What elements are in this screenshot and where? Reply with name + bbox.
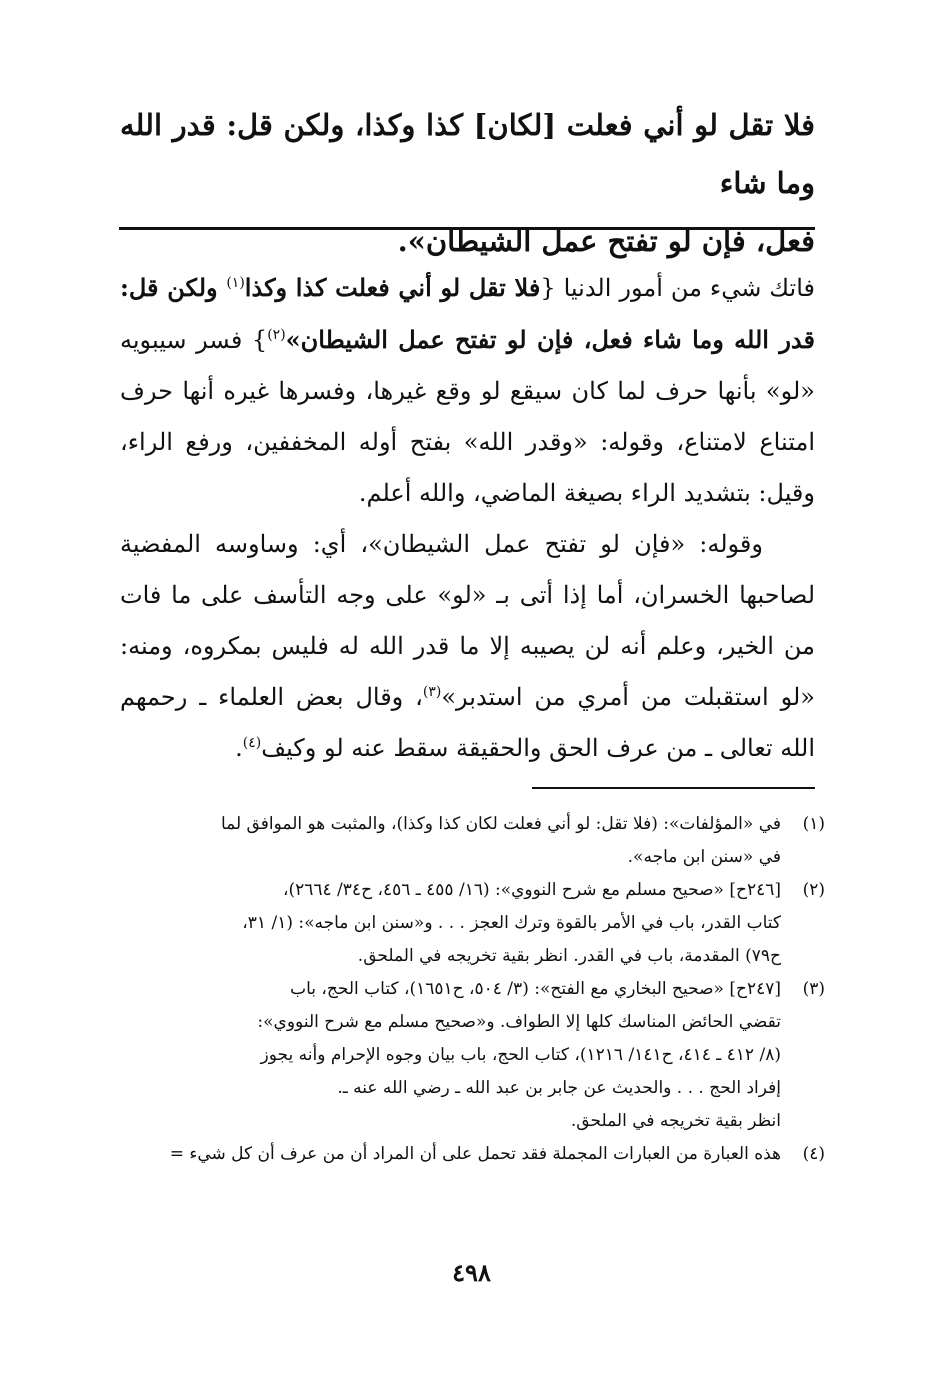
quoted-hadith: فلا تقل لو أني فعلت كذا وكذا	[244, 273, 541, 302]
footnote-4	[120, 1138, 825, 1171]
footnote-line: (٨/ ٤١٢ ـ ٤١٤، ح١٤١/ ١٢١٦)، كتاب الحج، باب بيان وجوه الإحرام وأنه يجوز	[260, 1045, 781, 1065]
footnote-ref-4[interactable]: (٤)	[242, 735, 262, 751]
footnote-1	[120, 808, 825, 874]
footnote-ref-3[interactable]: (٣)	[422, 684, 442, 700]
footnote-number: (١)	[802, 814, 825, 834]
footnote-ref-2[interactable]: (٢)	[267, 327, 286, 343]
footnote-line: [٢٤٧ح] «صحيح البخاري مع الفتح»: (٣/ ٥٠٤، ح١٦٥١)، كتاب الحج، باب	[290, 979, 781, 999]
hadith-text	[120, 96, 815, 270]
footnote-divider	[532, 787, 815, 789]
commentary-paragraph-1: فاتك شيء من أمور الدنيا {فلا تقل لو أني فعلت كذا وكذا$^{(١)}$ ولكن قل: قدر الله وما شاء فعل، فإن لو تفتح عمل الشيطان»$^{(٢)}$} فسر سيبويه «لو» بأنها حرف لما كان سيقع لو وقع غيرها، وفسرها غيره أنها حرف امتناع لامتناع، وقوله: «وقدر الله» بفتح أوله المخففين، ورفع الراء، وقيل: بتشديد الراء بصيغة الماضي، والله أعلم.	[120, 273, 815, 507]
commentary-paragraph-2: وقوله: «فإن لو تفتح عمل الشيطان»، أي: وساوسه المفضية لصاحبها الخسران، أما إذا أتى بـ «لو» على وجه التأسف على ما فات من الخير، وعلم أنه لن يصيبه إلا ما قدر الله له فليس بمكروه، ومنه: «لو استقبلت من أمري من استدبر»$^{(٣)}$، وقال بعض العلماء ـ رحمهم الله تعالى ـ من عرف الحق والحقيقة سقط عنه لو وكيف$^{(٤)}$.	[120, 530, 815, 762]
footnote-line: في «المؤلفات»: (فلا تقل: لو أني فعلت لكان كذا وكذا)، والمثبت هو الموافق لما	[220, 814, 781, 834]
footnote-line: [٢٤٦ح] «صحيح مسلم مع شرح النووي»: (١٦/ ٤٥٥ ـ ٤٥٦، ح٣٤/ ٢٦٦٤)،	[283, 880, 781, 900]
footnote-3	[120, 973, 825, 1138]
footnote-number: (٢)	[802, 880, 825, 900]
hadith-line-1: فلا تقل لو أني فعلت [لكان] كذا وكذا، ولكن قل: قدر الله وما شاء	[120, 108, 815, 200]
footnote-number: (٣)	[802, 979, 825, 999]
hadith-line-2: فعل، فإن لو تفتح عمل الشيطان».	[397, 224, 815, 258]
footnote-number: (٤)	[802, 1144, 825, 1164]
quoted-hadith-continued: ولكن قل: قدر الله وما شاء فعل، فإن لو تفتح عمل الشيطان»	[120, 273, 815, 354]
page-number: ٤٩٨	[452, 1258, 491, 1287]
footnote-2	[120, 874, 825, 973]
footnote-line: في «سنن ابن ماجه».	[627, 847, 781, 867]
footnote-line: إفراد الحج . . . والحديث عن جابر بن عبد الله ـ رضي الله عنه ـ.	[337, 1078, 781, 1098]
footnote-ref-1[interactable]: (١)	[226, 275, 245, 291]
footnote-line: انظر بقية تخريجه في الملحق.	[570, 1111, 781, 1131]
footnote-line: هذه العبارة من العبارات المجملة فقد تحمل على أن المراد أن من عرف أن كل شيء =	[169, 1144, 781, 1164]
footnotes	[120, 808, 825, 1171]
footnote-line: كتاب القدر، باب في الأمر بالقوة وترك العجز . . . و«سنن ابن ماجه»: (١/ ٣١،	[242, 913, 781, 933]
footnote-line: تقضي الحائض المناسك كلها إلا الطواف. و«صحيح مسلم مع شرح النووي»:	[257, 1012, 781, 1032]
commentary	[120, 262, 815, 774]
section-divider	[119, 227, 815, 230]
footnote-line: ح٧٩) المقدمة، باب في القدر. انظر بقية تخريجه في الملحق.	[357, 946, 781, 966]
